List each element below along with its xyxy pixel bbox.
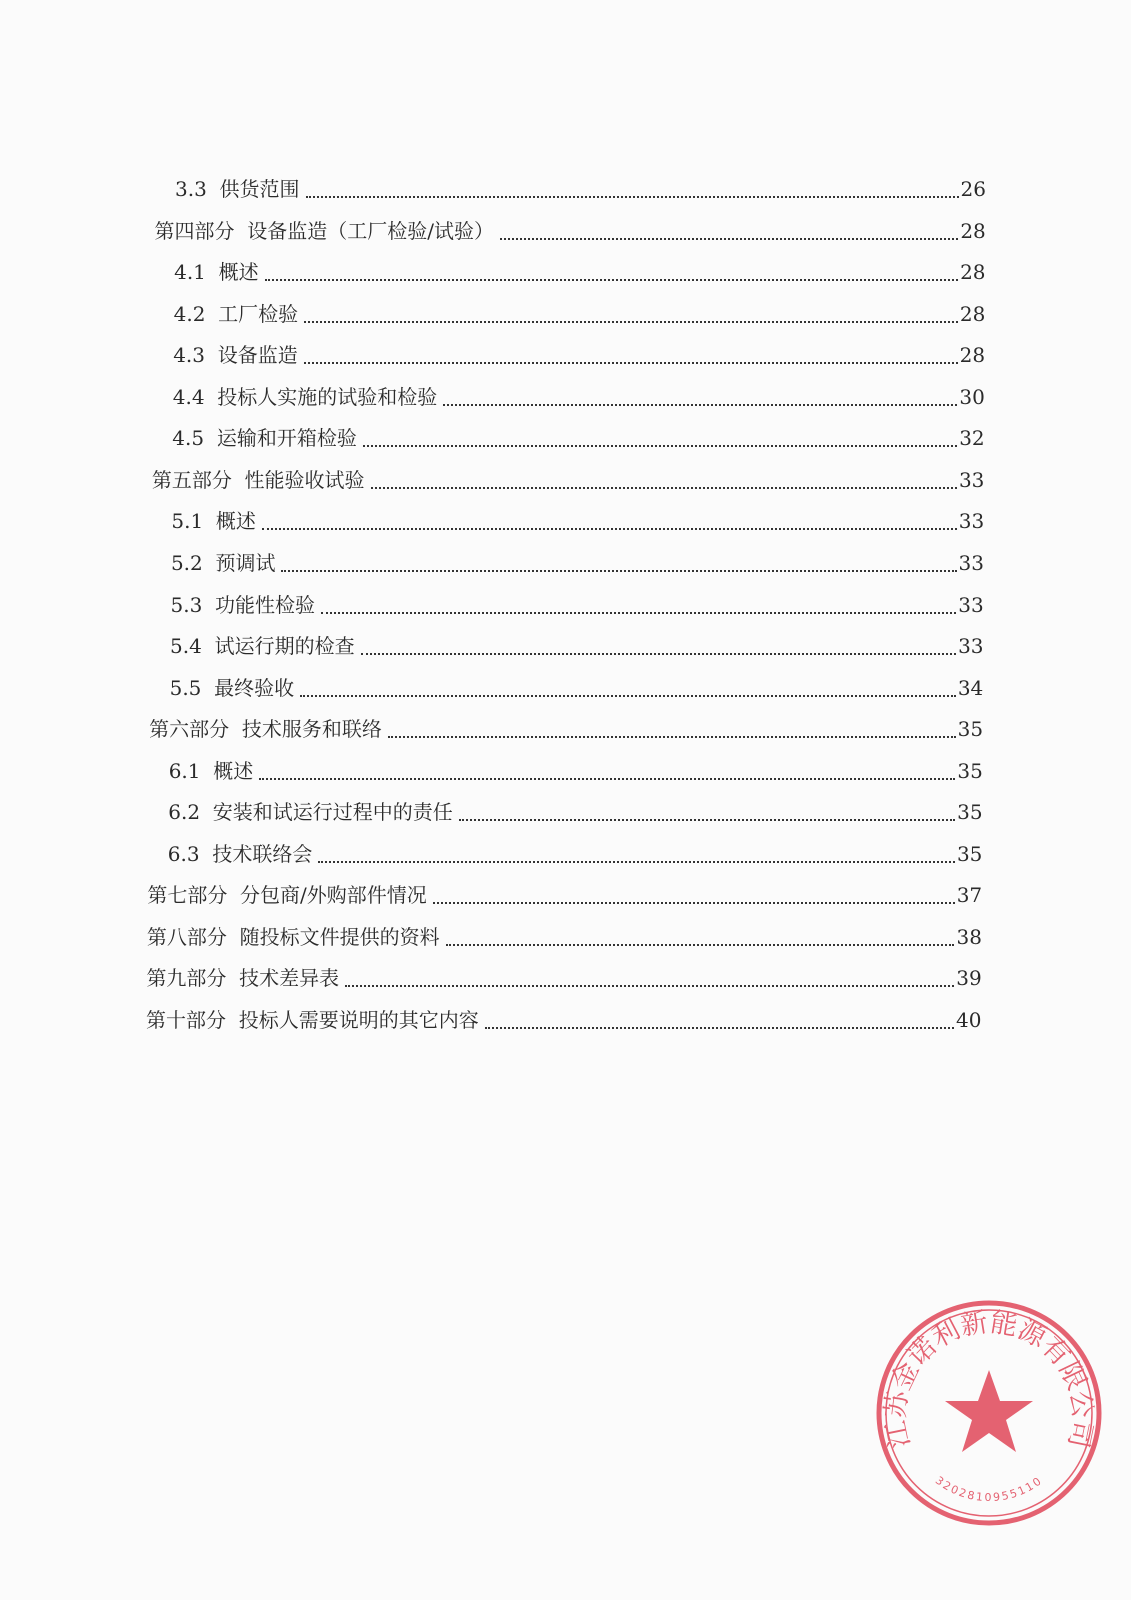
toc-entry-title: 第四部分 设备监造（工厂检验/试验） <box>154 218 494 243</box>
toc-section-entry <box>170 625 983 659</box>
toc-page-number: 34 <box>957 675 984 700</box>
toc-entry-title: 第七部分 分包商/外购部件情况 <box>147 883 427 908</box>
toc-page-number: 38 <box>956 924 982 949</box>
toc-section-entry <box>171 500 984 534</box>
toc-leader-dots <box>485 1027 954 1029</box>
toc-leader-dots <box>259 778 955 780</box>
toc-page-number: 40 <box>956 1008 982 1032</box>
toc-entry-title: 3.3 供货范围 <box>175 177 300 201</box>
toc-section-entry <box>169 750 983 784</box>
company-seal <box>873 1297 1105 1529</box>
toc-section-entry <box>171 584 984 618</box>
toc-page-number: 33 <box>958 509 985 534</box>
toc-entry-title: 5.2 预调试 <box>170 550 276 575</box>
toc-section-entry <box>174 251 985 285</box>
toc-entry-title: 4.4 投标人实施的试验和检验 <box>172 384 438 409</box>
toc-entry-title: 4.5 运输和开箱检验 <box>172 426 357 451</box>
toc-leader-dots <box>345 985 954 987</box>
toc-entry-title: 4.2 工厂检验 <box>173 301 299 326</box>
toc-part-entry <box>149 708 983 742</box>
toc-leader-dots <box>363 445 957 447</box>
toc-leader-dots <box>500 238 958 240</box>
toc-section-entry <box>170 667 984 701</box>
toc-page-number: 35 <box>957 800 983 825</box>
toc-leader-dots <box>459 819 955 821</box>
toc-page-number: 33 <box>958 592 984 617</box>
toc-leader-dots <box>443 404 957 406</box>
toc-leader-dots <box>300 695 956 697</box>
toc-leader-dots <box>304 321 958 323</box>
toc-entry-title: 6.2 安装和试运行过程中的责任 <box>168 800 453 825</box>
toc-page-number: 33 <box>958 467 985 492</box>
toc-leader-dots <box>281 570 956 572</box>
toc-leader-dots <box>371 487 957 489</box>
toc-entry-title: 第九部分 技术差异表 <box>146 966 340 991</box>
toc-entry-title: 6.1 概述 <box>168 758 254 783</box>
toc-entry-title: 4.3 设备监造 <box>173 343 298 368</box>
toc-leader-dots <box>304 362 958 364</box>
toc-section-entry <box>175 168 986 202</box>
toc-page-number: 39 <box>956 966 982 991</box>
toc-entry-title: 4.1 概述 <box>174 260 259 285</box>
toc-page-number: 33 <box>958 634 984 659</box>
toc-page-number: 35 <box>956 841 983 866</box>
toc-page-number: 35 <box>957 717 984 742</box>
toc-entry-title: 6.3 技术联络会 <box>167 841 313 866</box>
seal-company-name: 江苏金诺利新能源有限公司 <box>880 1307 1098 1451</box>
toc-section-entry <box>168 791 982 825</box>
toc-leader-dots <box>388 736 956 738</box>
toc-entry-title: 5.4 试运行期的检查 <box>170 634 355 659</box>
toc-entry-title: 5.3 功能性检验 <box>170 592 316 617</box>
toc-page-number: 37 <box>956 883 983 908</box>
toc-page-number: 32 <box>959 426 985 451</box>
toc-part-entry <box>146 999 982 1033</box>
toc-page-number: 28 <box>959 343 986 368</box>
toc-leader-dots <box>361 653 956 655</box>
seal-registration-number: 3202810955110 <box>932 1473 1046 1505</box>
toc-section-entry <box>174 293 986 327</box>
toc-entry-title: 第八部分 随投标文件提供的资料 <box>146 924 440 949</box>
toc-page-number: 35 <box>957 758 983 783</box>
toc-leader-dots <box>446 944 955 946</box>
toc-leader-dots <box>265 279 958 281</box>
toc-page-number: 30 <box>959 384 985 409</box>
toc-page-number: 28 <box>960 260 986 285</box>
toc-part-entry <box>147 916 982 950</box>
toc-page-number: 26 <box>960 177 986 201</box>
toc-page-number: 33 <box>958 550 984 575</box>
toc-leader-dots <box>318 861 955 863</box>
toc-page-number: 28 <box>960 218 986 243</box>
toc-entry-title: 5.1 概述 <box>171 509 256 534</box>
toc-entry-title: 5.5 最终验收 <box>169 675 295 700</box>
toc-part-entry <box>155 210 986 244</box>
toc-section-entry <box>173 334 985 368</box>
toc-leader-dots <box>321 612 956 614</box>
toc-section-entry <box>172 417 984 451</box>
toc-section-entry <box>171 542 984 576</box>
toc-leader-dots <box>262 528 957 530</box>
toc-part-entry <box>146 957 981 991</box>
toc-part-entry <box>152 459 985 493</box>
seal-star-icon <box>945 1370 1033 1452</box>
toc-section-entry <box>173 376 985 410</box>
toc-entry-title: 第十部分 投标人需要说明的其它内容 <box>146 1008 479 1032</box>
toc-leader-dots <box>306 196 959 198</box>
toc-entry-title: 第六部分 技术服务和联络 <box>149 717 382 742</box>
toc-section-entry <box>168 833 983 867</box>
toc-part-entry <box>147 874 982 908</box>
toc-page-number: 28 <box>959 301 986 326</box>
toc-leader-dots <box>433 902 955 904</box>
toc-entry-title: 第五部分 性能验收试验 <box>151 467 365 492</box>
